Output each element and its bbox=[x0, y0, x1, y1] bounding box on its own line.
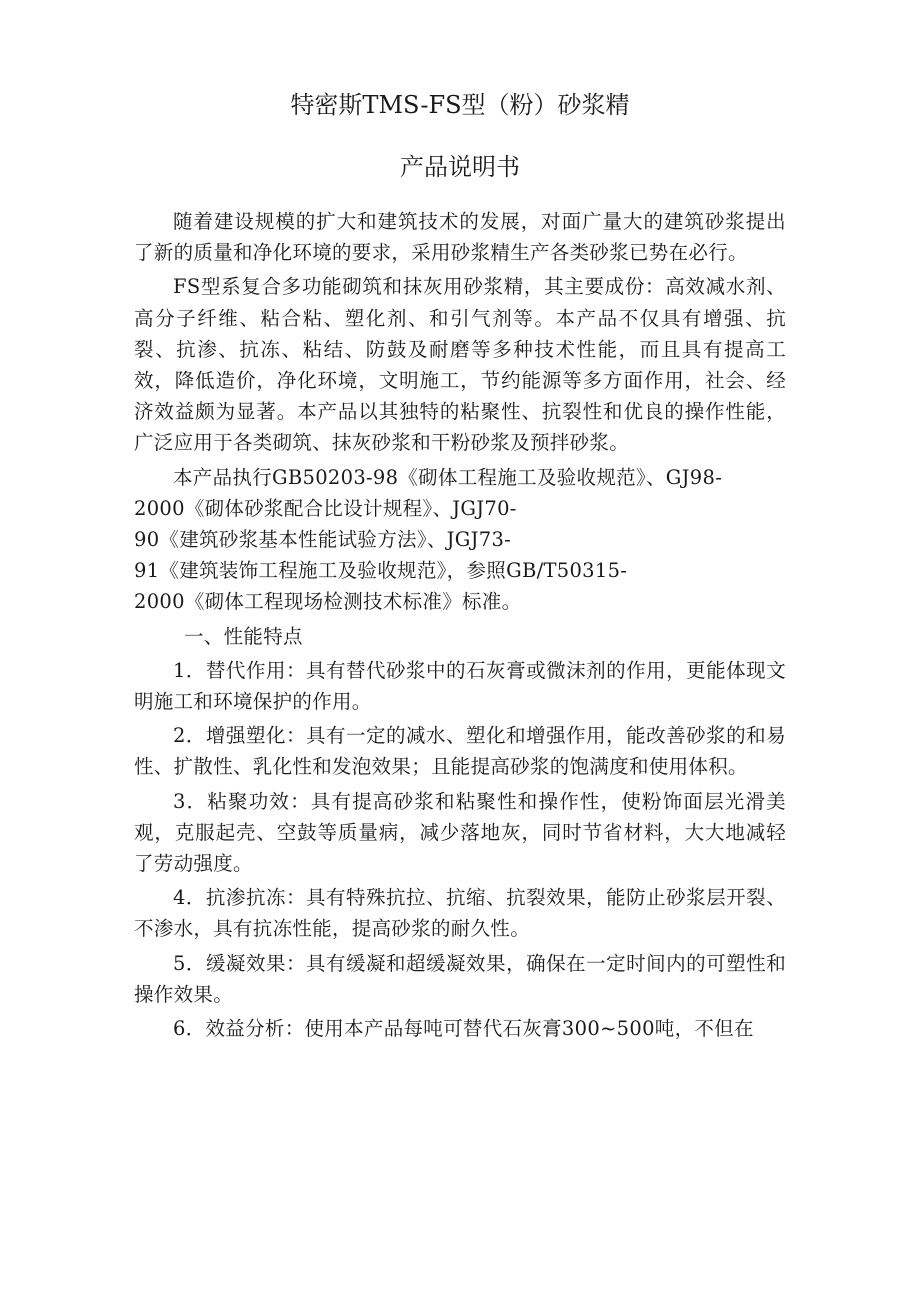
standards-line: 2000《砌体工程现场检测技术标准》标准。 bbox=[134, 590, 522, 614]
standards-paragraph bbox=[134, 462, 786, 618]
intro-paragraph: 随着建设规模的扩大和建筑技术的发展，对面广量大的建筑砂浆提出了新的质量和净化环境的要求，采用砂浆精生产各类砂浆已势在必行。 bbox=[134, 210, 786, 265]
standards-line: 2000《砌体砂浆配合比设计规程》、JGJ70- bbox=[134, 496, 517, 520]
standards-line: 本产品执行GB50203-98《砌体工程施工及验收规范》、GJ98- bbox=[173, 465, 723, 489]
feature-item: 5．缓凝效果：具有缓凝和超缓凝效果，确保在一定时间内的可塑性和操作效果。 bbox=[134, 951, 786, 1006]
standards-line: 91《建筑装饰工程施工及验收规范》，参照GB/T50315- bbox=[134, 559, 628, 583]
document-subtitle: 产品说明书 bbox=[400, 153, 520, 181]
section-heading: 一、性能特点 bbox=[184, 624, 303, 648]
feature-item: 6．效益分析：使用本产品每吨可替代石灰膏300~500吨，不但在 bbox=[173, 1017, 754, 1041]
document-title: 特密斯TMS-FS型（粉）砂浆精 bbox=[290, 91, 630, 119]
feature-item: 4．抗渗抗冻：具有特殊抗拉、抗缩、抗裂效果，能防止砂浆层开裂、不渗水，具有抗冻性能，提高砂浆的耐久性。 bbox=[134, 886, 786, 941]
standards-line: 90《建筑砂浆基本性能试验方法》、JGJ73- bbox=[134, 528, 512, 552]
composition-paragraph: FS型系复合多功能砌筑和抹灰用砂浆精，其主要成份：高效减水剂、高分子纤维、粘合粘、塑化剂、和引气剂等。本产品不仅具有增强、抗裂、抗渗、抗冻、粘结、防鼓及耐磨等多种技术性能，而且具有提高工效，降低造价，净化环境，文明施工，节约能源等多方面作用，社会、经济效益颇为显著。本产品以其独特的粘聚性、抗裂性和优良的操作性能，广泛应用于各类砌筑、抹灰砂浆和干粉砂浆及预拌砂浆。 bbox=[134, 275, 786, 455]
feature-item: 3．粘聚功效：具有提高砂浆和粘聚性和操作性，使粉饰面层光滑美观，克服起壳、空鼓等质量病，减少落地灰，同时节省材料，大大地减轻了劳动强度。 bbox=[134, 789, 786, 876]
document-page bbox=[134, 88, 786, 1047]
feature-item: 2．增强塑化：具有一定的减水、塑化和增强作用，能改善砂浆的和易性、扩散性、乳化性和发泡效果；且能提高砂浆的饱满度和使用体积。 bbox=[134, 724, 786, 779]
feature-item: 1．替代作用：具有替代砂浆中的石灰膏或微沫剂的作用，更能体现文明施工和环境保护的作用。 bbox=[134, 658, 786, 714]
